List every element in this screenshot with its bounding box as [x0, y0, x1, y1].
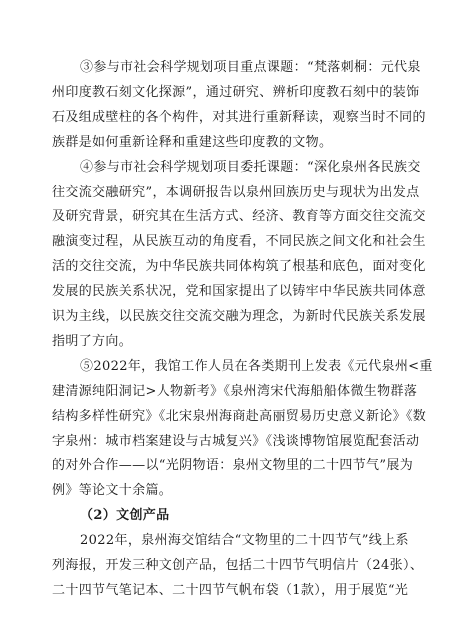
paragraph-4-line-6: 发展的民族关系状况，党和国家提出了以铸牢中华民族共同体意 — [52, 284, 426, 300]
paragraph-4-line-2: 往交流交融研究”，本调研报告以泉州回族历史与现状为出发点 — [52, 184, 420, 200]
paragraph-5-line-5: 的对外合作——以“光阴物语：泉州文物里的二十四节气”展为 — [52, 458, 414, 474]
paragraph-4-line-5: 活的交往交流，为中华民族共同体构筑了根基和底色，面对变化 — [52, 259, 426, 275]
paragraph-6-line-1: 2022年，泉州海交馆结合“文物里的二十四节气”线上系 — [80, 533, 409, 549]
paragraph-5-line-4: 字泉州：城市档案建设与古城复兴》《浅谈博物馆展览配套活动 — [52, 433, 420, 449]
paragraph-3-line-3: 石及组成壁柱的各个构件，对其进行重新释读，观察当时不同的 — [52, 109, 426, 125]
paragraph-5-line-3: 结构多样性研究》《北宋泉州海商赴高丽贸易历史意义新论》《数 — [52, 408, 427, 424]
section-heading-cultural-products: （2）文创产品 — [80, 508, 170, 524]
paragraph-5-line-6: 例》等论文十余篇。 — [52, 483, 173, 499]
paragraph-3-line-2: 州印度教石刻文化探源”，通过研究、辨析印度教石刻中的装饰 — [52, 84, 420, 100]
paragraph-5-line-2: 建清源纯阳洞记>人物新考》《泉州湾宋代海船船体微生物群落 — [52, 383, 418, 399]
paragraph-5-line-1: ⑤2022年，我馆工作人员在各类期刊上发表《元代泉州<重 — [80, 358, 433, 374]
paragraph-6-line-3: 二十四节气笔记本、二十四节气帆布袋（1款），用于展览“光 — [52, 582, 409, 598]
paragraph-3-line-1: ③参与市社会科学规划项目重点课题：“梵落刺桐：元代泉 — [80, 60, 421, 75]
paragraph-6-line-2: 列海报，开发三种文创产品，包括二十四节气明信片（24张）、 — [52, 558, 424, 573]
paragraph-4-line-8: 指明了方向。 — [52, 333, 133, 349]
paragraph-4-line-4: 融演变过程，从民族互动的角度看，不同民族之间文化和社会生 — [52, 234, 426, 250]
paragraph-4-line-3: 及研究背景，研究其在生活方式、经济、教育等方面交往交流交 — [52, 209, 426, 225]
paragraph-4-line-1: ④参与市社会科学规划项目委托课题：“深化泉州各民族交 — [80, 159, 421, 175]
paragraph-3-line-4: 族群是如何重新诠释和重建这些印度教的文物。 — [52, 134, 333, 150]
paragraph-4-line-7: 识为主线，以民族交往交流交融为理念，为新时代民族关系发展 — [52, 309, 426, 324]
